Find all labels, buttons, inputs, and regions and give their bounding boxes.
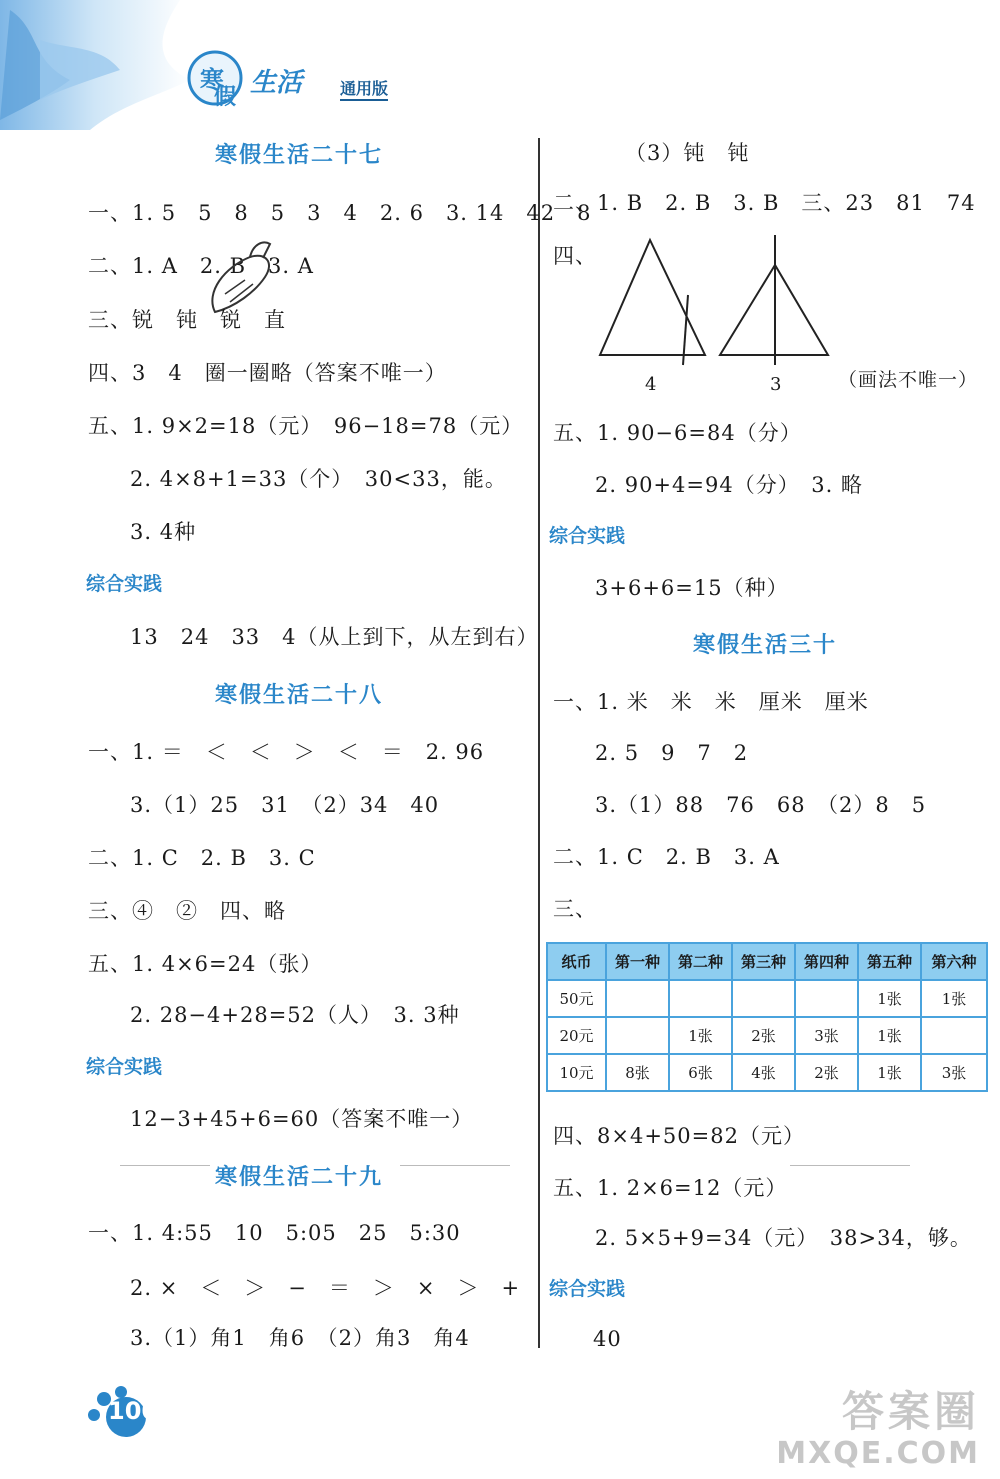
answer-line: （3）钝 钝 — [625, 141, 750, 165]
table-header-cell: 第二种 — [669, 943, 732, 980]
answer-line: 三、④ ② 四、略 — [88, 899, 286, 923]
edition-label: 通用版 — [340, 76, 388, 101]
table-row — [547, 980, 987, 1017]
answer-line: 四、8×4+50=82（元） — [553, 1124, 805, 1148]
section-title-28: 寒假生活二十八 — [215, 683, 384, 708]
figure-label: 4 — [645, 374, 658, 395]
answer-line: 2. 4×8+1=33（个） 30<33，能。 — [130, 467, 507, 491]
table-cell — [606, 980, 669, 1017]
table-cell: 6张 — [669, 1054, 732, 1091]
answer-line: 五、1. 2×6=12（元） — [553, 1176, 788, 1200]
table-header-cell: 纸币 — [547, 943, 606, 980]
answer-line: 二、1. A 2. B 3. A — [88, 254, 314, 278]
practice-label: 综合实践 — [549, 525, 626, 547]
figure-note: （画法不唯一） — [838, 369, 979, 391]
section-title-30: 寒假生活三十 — [693, 633, 838, 658]
answer-line: 2. 28−4+28=52（人） 3. 3种 — [130, 1003, 460, 1027]
answer-line: 三、锐 钝 锐 直 — [88, 308, 286, 332]
table-header-cell: 第三种 — [732, 943, 795, 980]
divider-rule — [120, 1165, 210, 1166]
table-cell — [795, 980, 858, 1017]
table-cell: 4张 — [732, 1054, 795, 1091]
answer-line: 3.（1）角1 角6 （2）角3 角4 — [130, 1326, 470, 1350]
table-header-row — [547, 943, 987, 980]
answer-line: 3.（1）88 76 68 （2）8 5 — [595, 793, 927, 817]
table-row — [547, 1017, 987, 1054]
watermark-top: 答案圈 — [841, 1387, 980, 1436]
practice-answer: 13 24 33 4（从上到下，从左到右） — [130, 625, 539, 649]
answer-line: 一、1. 5 5 8 5 3 4 2. 6 3. 14 42 8 — [88, 201, 592, 225]
divider-rule — [400, 1165, 510, 1166]
watermark-bottom: MXQE.COM — [776, 1436, 980, 1471]
table-cell: 2张 — [732, 1017, 795, 1054]
practice-answer: 40 — [593, 1327, 622, 1351]
table-cell: 20元 — [547, 1017, 606, 1054]
table-header-cell: 第四种 — [795, 943, 858, 980]
table-header-cell: 第六种 — [921, 943, 987, 980]
answer-line: 二、1. C 2. B 3. A — [553, 845, 780, 869]
answer-line: 二、1. B 2. B 3. B 三、23 81 74 — [553, 191, 976, 215]
table-row — [547, 1054, 987, 1091]
answer-line: 2. 90+4=94（分） 3. 略 — [595, 473, 863, 497]
answer-line: 五、1. 9×2=18（元） 96−18=78（元） — [88, 414, 524, 438]
logo-text: 生活 — [250, 68, 303, 98]
table-cell: 50元 — [547, 980, 606, 1017]
table-cell: 1张 — [669, 1017, 732, 1054]
section-title-29: 寒假生活二十九 — [215, 1165, 384, 1190]
table-cell: 10元 — [547, 1054, 606, 1091]
answer-line: 四、3 4 圈一圈略（答案不唯一） — [88, 361, 447, 385]
logo-char1: 寒 — [200, 66, 224, 94]
table-cell: 3张 — [921, 1054, 987, 1091]
logo-char2: 假 — [214, 85, 237, 110]
answer-line: 一、1. ＝ ＜ ＜ ＞ ＜ ＝ 2. 96 — [88, 740, 485, 764]
table-cell — [732, 980, 795, 1017]
answer-line: 2. × ＜ ＞ − ＝ ＞ × ＞ + — [130, 1276, 521, 1300]
table-cell — [606, 1017, 669, 1054]
divider-rule — [790, 1165, 910, 1166]
practice-label: 综合实践 — [86, 1056, 163, 1078]
table-cell: 3张 — [795, 1017, 858, 1054]
practice-label: 综合实践 — [86, 573, 163, 595]
answer-line: 五、1. 4×6=24（张） — [88, 952, 323, 976]
page-number: 100 — [108, 1397, 159, 1425]
answer-line: 2. 5 9 7 2 — [595, 741, 749, 765]
column-divider — [538, 138, 540, 1348]
table-cell — [921, 1017, 987, 1054]
table-cell: 1张 — [858, 980, 921, 1017]
answer-line: 2. 5×5+9=34（元） 38>34，够。 — [595, 1226, 972, 1250]
table-cell: 1张 — [858, 1054, 921, 1091]
table-cell: 1张 — [921, 980, 987, 1017]
answer-line: 四、 — [553, 244, 597, 268]
triangle-figures — [590, 230, 840, 370]
table-header-cell: 第一种 — [606, 943, 669, 980]
table-cell — [669, 980, 732, 1017]
practice-label: 综合实践 — [549, 1278, 626, 1300]
table-cell: 2张 — [795, 1054, 858, 1091]
answer-line: 一、1. 米 米 米 厘米 厘米 — [553, 690, 869, 714]
table-header-cell: 第五种 — [858, 943, 921, 980]
table-cell: 8张 — [606, 1054, 669, 1091]
answer-line: 二、1. C 2. B 3. C — [88, 846, 316, 870]
section-title-27: 寒假生活二十七 — [215, 143, 384, 168]
answer-line: 三、 — [553, 897, 597, 921]
answer-line: 3.（1）25 31 （2）34 40 — [130, 793, 440, 817]
figure-label: 3 — [770, 374, 783, 395]
practice-answer: 3+6+6=15（种） — [595, 576, 789, 600]
table-cell: 1张 — [858, 1017, 921, 1054]
answer-line: 五、1. 90−6=84（分） — [553, 421, 802, 445]
money-table — [546, 942, 988, 1092]
practice-answer: 12−3+45+6=60（答案不唯一） — [130, 1107, 474, 1131]
answer-line: 3. 4种 — [130, 520, 197, 544]
answer-line: 一、1. 4:55 10 5:05 25 5:30 — [88, 1221, 461, 1245]
